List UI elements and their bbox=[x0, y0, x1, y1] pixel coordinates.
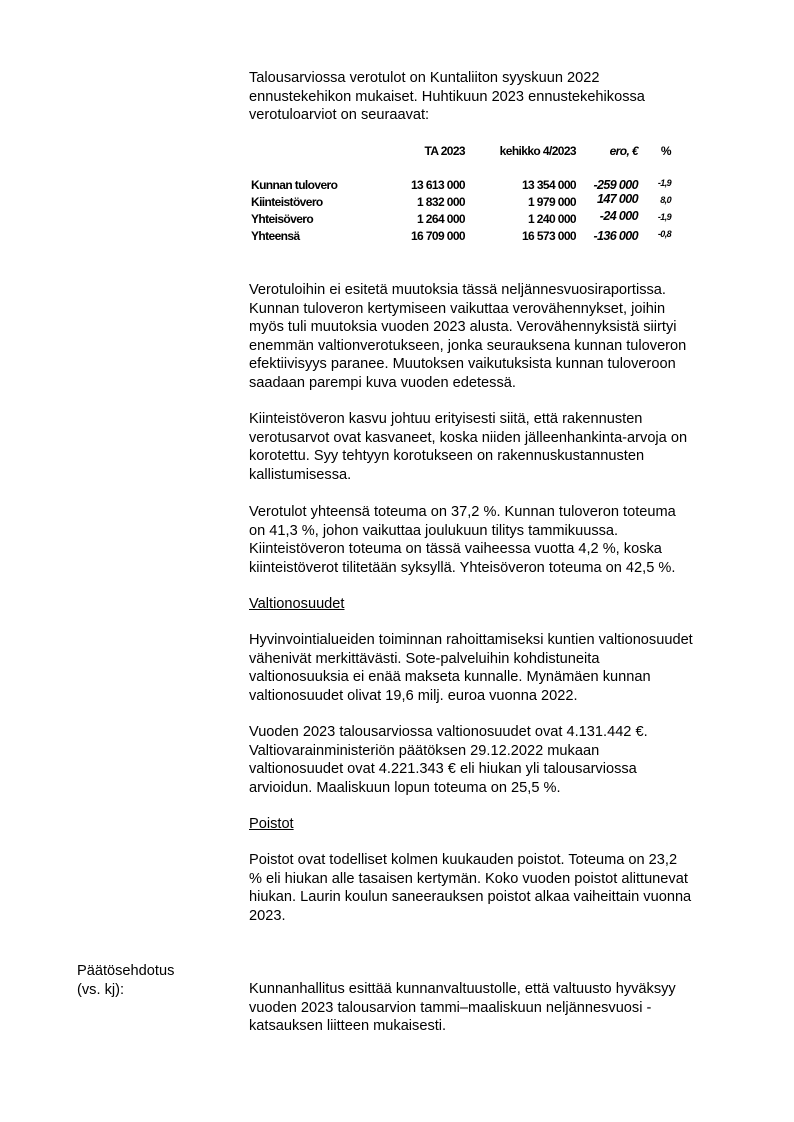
intro-paragraph: Talousarviossa verotulot on Kuntaliiton syyskuun 2022 ennustekehikon mukaiset. Huhtikuun 2023 ennustekehikossa verotuloarviot on seuraavat: bbox=[249, 70, 645, 123]
body-paragraph: Verotuloihin ei esitetä muutoksia tässä neljännesvuosiraportissa. Kunnan tuloveron kertymiseen vaikuttaa verovähennykset, joihin myös tuli muutoksia vuoden 2023 alusta. Verovähennyksistä siirtyi enemmän valtionverotukseen, jonka seurauksena kunnan tuloveron efektiivisyys paranee. Muutoksen vaikutuksista kunnan tuloveroon saadaan parempi kuva vuoden edetessä. bbox=[249, 282, 687, 391]
header-pct: % bbox=[660, 144, 671, 158]
row-pct: -1,9 bbox=[657, 212, 671, 222]
table-spacer bbox=[251, 161, 681, 178]
paragraph-toteuma bbox=[249, 503, 735, 577]
paragraph-talousarvio bbox=[249, 723, 735, 797]
body-paragraph: Hyvinvointialueiden toiminnan rahoittamiseksi kuntien valtionosuudet vähenivät merkittävästi. Sote-palveluihin kohdistuneita valtionosuuksia ei enää makseta kunnalle. Mynämäen kunnan valtionosuudet olivat 19,6 milj. euroa vuonna 2022. bbox=[249, 632, 693, 704]
row-name: Kiinteistövero bbox=[251, 195, 323, 209]
header-ta2023: TA 2023 bbox=[424, 144, 465, 158]
row-name: Yhteisövero bbox=[251, 212, 314, 226]
row-ta: 13 613 000 bbox=[410, 178, 465, 192]
paragraph-paatosehdotus bbox=[249, 980, 735, 1036]
row-ta: 16 709 000 bbox=[410, 229, 465, 243]
body-paragraph: Verotulot yhteensä toteuma on 37,2 %. Kunnan tuloveron toteuma on 41,3 %, johon vaikuttaa joulukuun tilitys tammikuussa. Kiinteistöveron toteuma on tässä vaiheessa vuotta 4,2 %, koska kiinteistöverot tilitetään syksyllä. Yhteisöveron toteuma on 42,5 %. bbox=[249, 504, 676, 576]
row-pct: 8,0 bbox=[660, 195, 671, 205]
section-poistot bbox=[249, 815, 735, 834]
row-ero: -24 000 bbox=[599, 209, 638, 223]
section-valtionosuudet bbox=[249, 595, 735, 614]
paragraph-kiinteistovero bbox=[249, 410, 735, 484]
row-keh: 1 240 000 bbox=[528, 212, 576, 226]
paragraph-verotulot bbox=[249, 281, 735, 392]
paragraph-poistot bbox=[249, 851, 735, 925]
body-paragraph: Kiinteistöveron kasvu johtuu erityisesti siitä, että rakennusten verotusarvot ovat kasvaneet, koska niiden jälleenhankinta-arvoja on korotettu. Syy tehtyyn korotukseen on rakennuskustannusten kallistumisessa. bbox=[249, 411, 688, 483]
paragraph-valtionosuudet bbox=[249, 631, 735, 705]
row-ta: 1 832 000 bbox=[417, 195, 465, 209]
row-ta: 1 264 000 bbox=[417, 212, 465, 226]
row-pct: -1,9 bbox=[657, 178, 671, 188]
row-name: Yhteensä bbox=[251, 229, 300, 243]
body-paragraph: Vuoden 2023 talousarviossa valtionosuudet ovat 4.131.442 €. Valtiovarainministeriön päätöksen 29.12.2022 mukaan valtionosuudet ovat 4.221.343 € eli hiukan yli talousarviossa arvioidun. Maaliskuun lopun toteuma on 25,5 %. bbox=[249, 724, 648, 796]
body-paragraph: Poistot ovat todelliset kolmen kuukauden poistot. Toteuma on 23,2 % eli hiukan alle tasaisen kertymän. Koko vuoden poistot alittunevat hiukan. Laurin koulun saneerauksen poistot alkaa vaiheittain vuonna 2023. bbox=[249, 852, 692, 924]
row-name: Kunnan tulovero bbox=[251, 178, 338, 192]
table-row bbox=[251, 209, 681, 229]
row-ero: -136 000 bbox=[593, 229, 638, 243]
decision-proposal-label: Päätösehdotus (vs. kj): bbox=[77, 963, 175, 998]
row-ero: 147 000 bbox=[597, 192, 638, 206]
row-keh: 13 354 000 bbox=[521, 178, 576, 192]
body-paragraph: Kunnanhallitus esittää kunnanvaltuustolle, että valtuusto hyväksyy vuoden 2023 talousarvion tammi–maaliskuun neljännesvuosi - katsauksen liitteen mukaisesti. bbox=[249, 981, 676, 1034]
row-keh: 1 979 000 bbox=[528, 195, 576, 209]
intro-block bbox=[249, 69, 735, 125]
tax-revenue-table bbox=[251, 144, 681, 246]
header-ero: ero, € bbox=[609, 144, 638, 158]
section-heading-poistot: Poistot bbox=[249, 816, 294, 832]
table-row-total bbox=[251, 229, 681, 246]
header-kehikko: kehikko 4/2023 bbox=[499, 144, 576, 158]
row-keh: 16 573 000 bbox=[521, 229, 576, 243]
section-heading-valtionosuudet: Valtionosuudet bbox=[249, 596, 345, 612]
row-ero: -259 000 bbox=[593, 178, 638, 192]
row-pct: -0,8 bbox=[657, 229, 671, 239]
table-header-row bbox=[251, 144, 681, 161]
